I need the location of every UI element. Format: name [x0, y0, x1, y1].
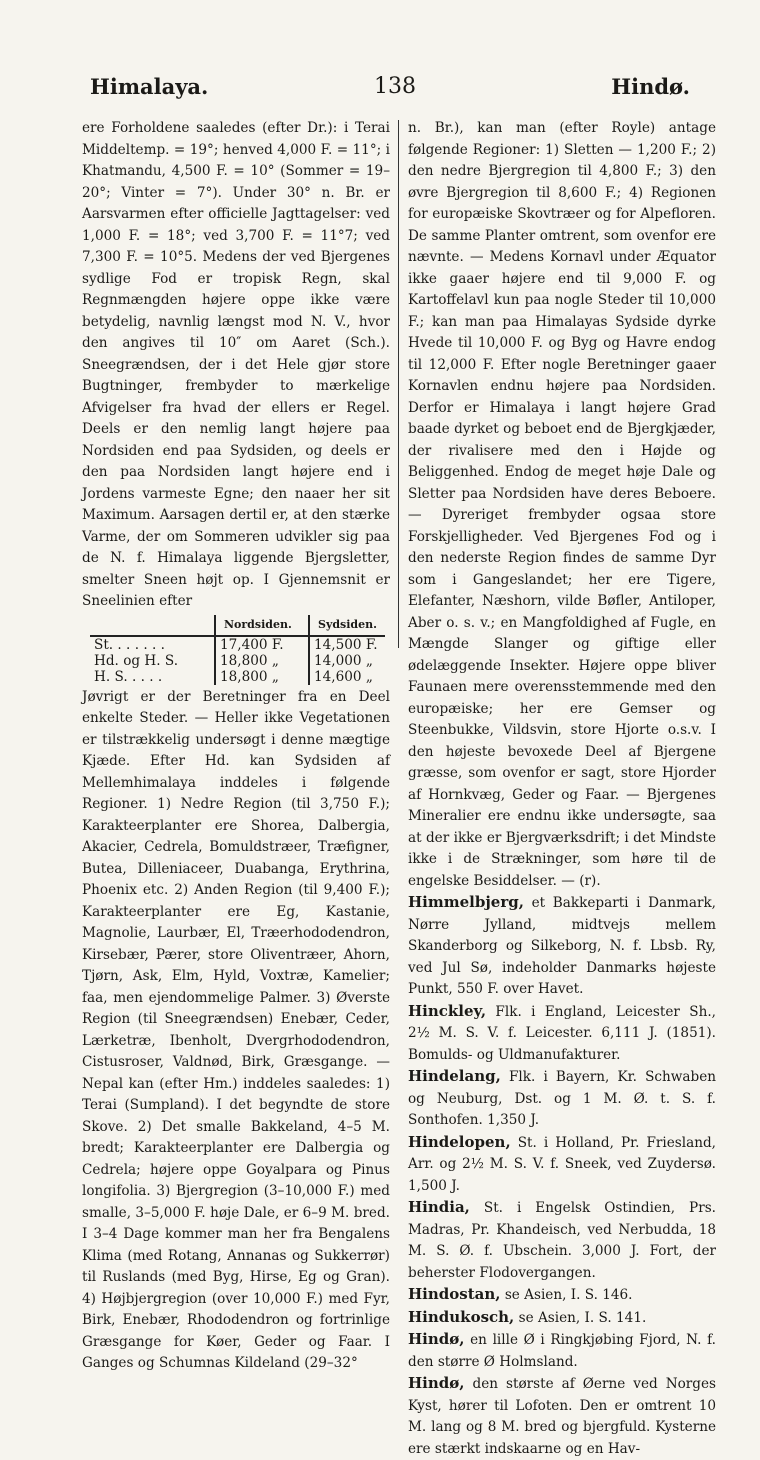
table-header-south: Sydsiden.	[309, 615, 385, 636]
snowline-table	[90, 615, 385, 685]
entry-headword: Hinckley,	[408, 1001, 487, 1020]
table-row-label: Hd. og H. S.	[90, 653, 215, 669]
entry-hindo-1	[408, 1329, 716, 1373]
table-cell-south: 14,600 „	[314, 668, 373, 685]
left-column	[82, 118, 390, 1371]
table-row	[90, 636, 385, 653]
table-cell-north: 17,400 F.	[215, 636, 309, 653]
table-row-label: H. S. . . . .	[90, 669, 215, 685]
entry-text: den største af Øerne ved Norges Kyst, hører til Lofoten. Den er omtrent 10 M. lang og 8 M. bred og bjergfuld. Kysterne ere stærkt indskaarne og en Hav-	[408, 1376, 717, 1457]
table-cell-south: 14,500 F.	[314, 636, 378, 653]
climate-paragraph: ere Forholdene saaledes (efter Dr.): i Terai Middeltemp. = 19°; henved 4,000 F. = 11°; i Khatmandu, 4,500 F. = 10° (Sommer = 19–20°; Vinter = 7°). Under 30° n. Br. er Aarsvarmen efter officielle Jagttagelser: ved 1,000 F. = 18°; ved 3,700 F. = 11°7; ved 7,300 F. = 10°5. Medens der ved Bjergenes sydlige Fod er tropisk Regn, skal Regnmængden højere oppe ikke være betydelig, navnlig længst mod N. V., hvor den angives til 10″ om Aaret (Sch.). Sneegrændsen, der i det Hele gjør store Bugtninger, frembyder to mærkelige Afvigelser fra hvad der ellers er Regel. Deels er den nemlig langt højere paa Nordsiden end paa Sydsiden, og deels er den paa Nordsiden langt højere end i Jordens varmeste Egne; den naaer her sit Maximum. Aarsagen dertil er, at den stærke Varme, der om Sommeren udvikler sig paa de N. f. Himalaya liggende Bjergsletter, smelter Sneen højt op. I Gjennemsnit er Sneelinien efter	[82, 120, 390, 609]
table-header-north: Nordsiden.	[215, 615, 309, 636]
table-cell-south: 14,000 „	[314, 652, 373, 669]
entry-headword: Hindelopen,	[408, 1132, 511, 1151]
entry-headword: Hindostan,	[408, 1285, 501, 1303]
page-number: 138	[374, 74, 416, 99]
table-row-label: St. . . . . . .	[90, 636, 215, 653]
regions-paragraph: n. Br.), kan man (efter Royle) antage følgende Regioner: 1) Sletten — 1,200 F.; 2) den nedre Bjergregion til 4,800 F.; 3) den øvre Bjergregion til 8,600 F.; 4) Regionen for europæiske Skovtræer og for Alpefloren. De samme Planter omtrent, som ovenfor ere nævnte. — Medens Kornavl under Æquator ikke gaaer højere end til 9,000 F. og Kartoffelavl kun paa nogle Steder til 10,000 F.; kan man paa Himalayas Sydside dyrke Hvede til 10,000 F. og Byg og Havre endog til 12,000 F. Efter nogle Beretninger gaaer Kornavlen endnu højere paa Nordsiden. Derfor er Himalaya i langt højere Grad baade dyrket og beboet end de Bjergkjæder, der rivalisere med den i Højde og Beliggenhed. Endog de meget høje Dale og Sletter paa Nordsiden have deres Beboere. — Dyreriget frembyder ogsaa store Forskjelligheder. Ved Bjergenes Fod og i den nederste Region findes de samme Dyr som i Gangeslandet; her ere Tigere, Elefanter, Næshorn, vilde Bøfler, Antiloper, Aber o. s. v.; en Mangfoldighed af Fugle, en Mængde Slanger og giftige eller ødelæggende Insekter. Højere oppe bliver Faunaen mere overensstemmende med den europæiske; her ere Gemser og Steenbukke, Vildsvin, store Hjorte o.s.v. I den højeste bevoxede Deel af Bjergene græsse, som ovenfor er sagt, store Hjorder af Hornkvæg, Geder og Faar. — Bjergenes Mineralier ere endnu ikke undersøgte, saa at der ikke er Bjergværksdrift; i det Mindste ikke i de Strækninger, som høre til de engelske Besiddelser. — (r).	[408, 120, 716, 889]
running-head-right: Hindø.	[611, 74, 690, 99]
table-row	[90, 669, 385, 685]
entry-hinckley	[408, 1001, 716, 1067]
entry-hindo-2	[408, 1373, 716, 1460]
entry-himmelbjerg	[408, 892, 716, 1001]
entry-hindelang	[408, 1066, 716, 1132]
table-row	[90, 653, 385, 669]
vegetation-paragraph: Jøvrigt er der Beretninger fra en Deel enkelte Steder. — Heller ikke Vegetationen er tilstrækkelig undersøgt i denne mægtige Kjæde. Efter Hd. kan Sydsiden af Mellemhimalaya inddeles i følgende Regioner. 1) Nedre Region (til 3,750 F.); Karakteerplanter ere Shorea, Dalbergia, Akacier, Cedrela, Bomuldstræer, Træfigner, Butea, Dilleniaceer, Duabanga, Erythrina, Phoenix etc. 2) Anden Region (til 9,400 F.); Karakteerplanter ere Eg, Kastanie, Magnolie, Laurbær, El, Træerhododendron, Kirsebær, Pærer, store Oliventræer, Ahorn, Tjørn, Ask, Elm, Hyld, Voxtræ, Kamelier; faa, men ejendommelige Palmer. 3) Øverste Region (til Sneegrændsen) Enebær, Ceder, Lærketræ, Ibenholt, Dvergrhododendron, Cistusroser, Valdnød, Birk, Græsgange. — Nepal kan (efter Hm.) inddeles saaledes: 1) Terai (Sumpland). I det begyndte de store Skove. 2) Det smalle Bakkeland, 4–5 M. bredt; Karakteerplanter ere Dalbergia og Cedrela; højere oppe Goyalpara og Pinus longifolia. 3) Bjergregion (3–10,000 F.) med smalle, 3–5,000 F. høje Dale, er 6–9 M. bred. I 3–4 Dage kommer man her fra Bengalens Klima (med Rotang, Annanas og Sukkerrør) til Ruslands (med Byg, Hirse, Eg og Gran). 4) Højbjergregion (over 10,000 F.) med Fyr, Birk, Enebær, Rhododendron og fortrinlige Græsgange for Køer, Geder og Faar. I Ganges og Schumnas Kildeland (29–32°	[82, 688, 390, 1371]
entry-headword: Hindelang,	[408, 1067, 501, 1085]
entry-text: en lille Ø i Ringkjøbing Fjord, N. f. den større Ø Holmsland.	[408, 1332, 716, 1370]
entry-text: St. i Engelsk Ostindien, Prs. Madras, Pr. Khandeisch, ved Nerbudda, 18 M. S. Ø. f. Ubschein. 3,000 J. Fort, der beherster Flodovergangen.	[408, 1200, 717, 1281]
entry-headword: Hindia,	[408, 1198, 470, 1216]
entry-text: Flk. i England, Leicester Sh., 2½ M. S. V. f. Leicester. 6,111 J. (1851). Bomulds- og Uldmanufakturer.	[408, 1003, 716, 1063]
entry-headword: Hindø,	[408, 1374, 465, 1392]
column-divider	[398, 120, 399, 648]
entry-text: et Bakkeparti i Danmark, Nørre Jylland, midtvejs mellem Skanderborg og Silkeborg, N. f. Lbsb. Ry, ved Jul Sø, indeholder Danmarks højeste Punkt, 550 F. over Havet.	[408, 895, 716, 997]
entry-text: se Asien, I. S. 141.	[518, 1309, 647, 1326]
right-column	[408, 118, 717, 1457]
page-header	[90, 74, 700, 106]
entry-headword: Hindø,	[408, 1330, 465, 1348]
table-cell-north: 18,800 „	[215, 669, 309, 685]
entry-text: se Asien, I. S. 146.	[504, 1287, 633, 1303]
entry-hindukosch	[408, 1307, 716, 1330]
table-header-blank	[90, 615, 215, 636]
entry-headword: Hindukosch,	[408, 1307, 515, 1326]
entry-text: St. i Holland, Pr. Friesland, Arr. og 2½ M. S. V. f. Sneek, ved Zuydersø. 1,500 J.	[408, 1134, 716, 1194]
entry-hindia	[408, 1197, 716, 1284]
table-cell-north: 18,800 „	[215, 653, 309, 669]
entry-hindelopen	[408, 1132, 716, 1198]
entry-hindostan	[408, 1284, 716, 1307]
entry-headword: Himmelbjerg,	[408, 893, 524, 911]
entry-text: Flk. i Bayern, Kr. Schwaben og Neuburg, Dst. og 1 M. Ø. t. S. f. Sonthofen. 1,350 J.	[408, 1069, 716, 1128]
running-head-left: Himalaya.	[90, 74, 209, 99]
